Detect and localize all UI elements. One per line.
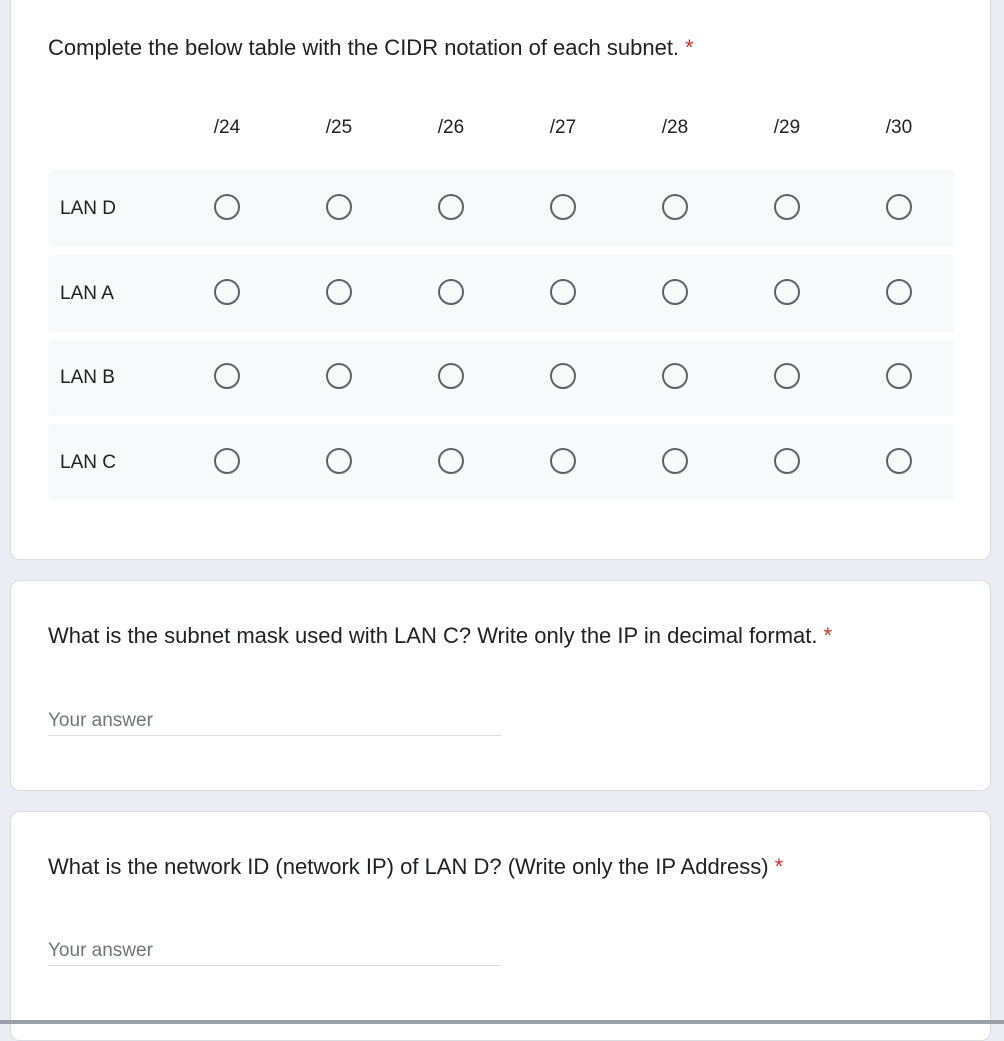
row-label: LAN A [60, 283, 114, 304]
question-card-cidr-grid [10, 0, 991, 560]
radio-lan-d-27[interactable] [550, 194, 576, 220]
network-id-answer-input[interactable] [48, 936, 501, 966]
radio-lan-a-30[interactable] [886, 279, 912, 305]
radio-lan-c-28[interactable] [662, 448, 688, 474]
column-header-25: /25 [325, 117, 353, 138]
grid-row-lan-a [48, 255, 955, 332]
radio-lan-b-29[interactable] [774, 363, 800, 389]
radio-lan-a-24[interactable] [214, 279, 240, 305]
column-header-30: /30 [885, 117, 913, 138]
radio-lan-d-30[interactable] [886, 194, 912, 220]
radio-lan-d-29[interactable] [774, 194, 800, 220]
radio-lan-c-27[interactable] [550, 448, 576, 474]
grid-row-lan-d [48, 170, 955, 247]
radio-lan-b-30[interactable] [886, 363, 912, 389]
row-label: LAN D [60, 198, 116, 219]
radio-lan-a-26[interactable] [438, 279, 464, 305]
required-asterisk: * [823, 623, 833, 648]
radio-lan-b-25[interactable] [326, 363, 352, 389]
grid-row-lan-b [48, 339, 955, 416]
radio-lan-a-28[interactable] [662, 279, 688, 305]
radio-lan-a-25[interactable] [326, 279, 352, 305]
question-title: What is the subnet mask used with LAN C? Write only the IP in decimal format. * [48, 623, 833, 648]
question-title: Complete the below table with the CIDR notation of each subnet. * [48, 35, 694, 60]
radio-lan-d-28[interactable] [662, 194, 688, 220]
column-header-26: /26 [437, 117, 465, 138]
question-title: What is the network ID (network IP) of LAN D? (Write only the IP Address) * [48, 854, 784, 879]
radio-lan-c-25[interactable] [326, 448, 352, 474]
required-asterisk: * [685, 35, 694, 60]
column-header-24: /24 [213, 117, 241, 138]
radio-lan-d-25[interactable] [326, 194, 352, 220]
radio-lan-b-26[interactable] [438, 363, 464, 389]
radio-lan-d-26[interactable] [438, 194, 464, 220]
required-asterisk: * [774, 854, 784, 879]
radio-lan-d-24[interactable] [214, 194, 240, 220]
radio-lan-b-27[interactable] [550, 363, 576, 389]
radio-lan-c-30[interactable] [886, 448, 912, 474]
radio-lan-b-24[interactable] [214, 363, 240, 389]
radio-lan-a-29[interactable] [774, 279, 800, 305]
question-card-subnet-mask [10, 580, 991, 791]
radio-lan-c-24[interactable] [214, 448, 240, 474]
row-label: LAN C [60, 452, 116, 473]
radio-lan-b-28[interactable] [662, 363, 688, 389]
subnet-mask-answer-input[interactable] [48, 706, 501, 736]
radio-lan-c-29[interactable] [774, 448, 800, 474]
column-header-29: /29 [773, 117, 801, 138]
grid-row-lan-c [48, 424, 955, 501]
row-label: LAN B [60, 367, 115, 388]
window-bottom-edge [0, 1020, 1004, 1024]
column-header-27: /27 [549, 117, 577, 138]
radio-lan-c-26[interactable] [438, 448, 464, 474]
question-card-network-id [10, 811, 991, 1041]
radio-lan-a-27[interactable] [550, 279, 576, 305]
column-header-28: /28 [661, 117, 689, 138]
